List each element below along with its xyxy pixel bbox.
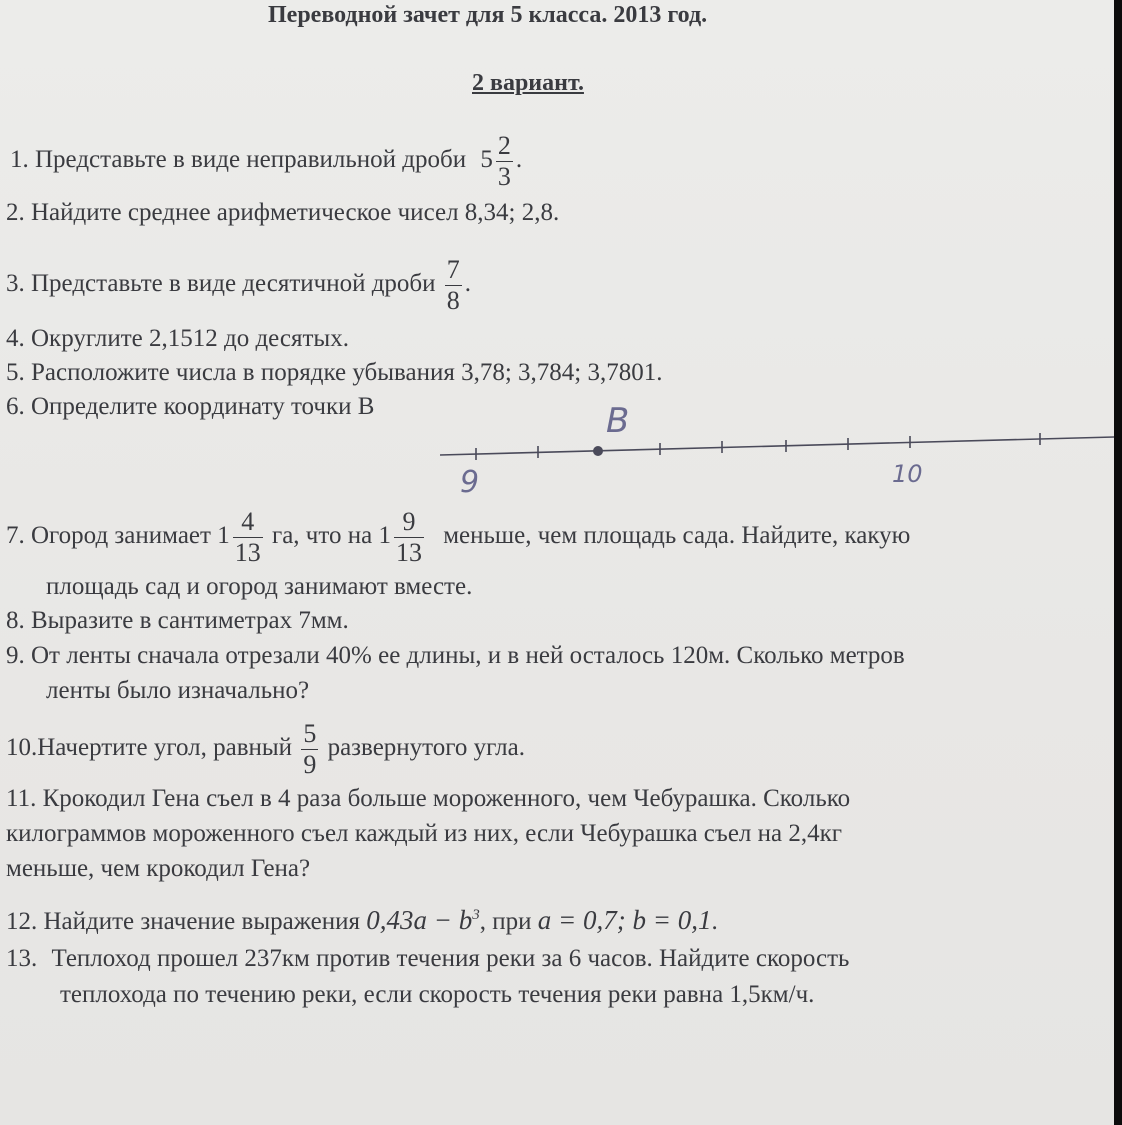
task-text: Начертите угол, равный: [37, 734, 293, 761]
task-end: .: [515, 146, 523, 173]
fraction-numerator: 2: [497, 130, 511, 160]
task-9-continued: ленты было изначально?: [46, 677, 310, 704]
task-end: .: [711, 908, 718, 935]
fraction-numerator: 7: [446, 254, 460, 284]
expression-exponent: 3: [472, 907, 480, 923]
task-11-line-1: 11. Крокодил Гена съел в 4 раза больше мороженного, чем Чебурашка. Сколько: [6, 785, 851, 812]
fraction: [233, 506, 263, 567]
task-text: Округлите 2,1512 до десятых.: [31, 325, 349, 352]
point-b-label: B: [606, 401, 630, 441]
fraction-numerator: 9: [394, 509, 424, 538]
expression-base: 0,43a − b: [366, 905, 473, 935]
task-text: Найдите среднее арифметическое чисел 8,34; 2,8.: [31, 199, 560, 226]
task-end: .: [464, 270, 472, 297]
task-number: 10.: [6, 734, 38, 761]
task-11-line-2: килограммов мороженного съел каждый из них, если Чебурашка съел на 2,4кг: [6, 820, 843, 847]
photo-dark-edge: [1114, 0, 1122, 1125]
task-number: 13.: [6, 945, 38, 972]
task-10: [6, 718, 525, 778]
task-text: , при: [479, 908, 532, 935]
task-number: 3.: [6, 270, 25, 297]
mixed-number-whole: 5: [480, 146, 493, 173]
fraction-denominator: 8: [446, 285, 460, 315]
task-number: 9.: [6, 642, 25, 669]
task-13-continued: теплохода по течению реки, если скорость течения реки равна 1,5км/ч.: [60, 981, 815, 1008]
task-text: Представьте в виде неправильной дроби: [35, 146, 467, 173]
task-8: [6, 606, 349, 636]
fraction-denominator: 3: [497, 161, 511, 191]
math-expression: [366, 905, 479, 935]
number-line-label-left: 9: [460, 465, 480, 500]
task-text: Представьте в виде десятичной дроби: [31, 270, 436, 297]
task-number: 4.: [6, 325, 25, 352]
fraction-denominator: 13: [395, 537, 422, 567]
task-text: Теплоход прошел 237км против течения реки за 6 часов. Найдите скорость: [51, 945, 850, 972]
task-text: Огород занимает: [31, 522, 211, 549]
task-7: [6, 506, 910, 566]
task-13: [6, 944, 849, 974]
task-text: От ленты сначала отрезали 40% ее длины, и в ней осталось 120м. Сколько метров: [31, 642, 905, 669]
task-text: развернутого угла.: [327, 734, 525, 761]
task-number: 5.: [6, 359, 25, 386]
fraction: [394, 506, 424, 567]
task-number: 2.: [6, 199, 25, 226]
number-line-label-right: 10: [892, 460, 923, 488]
fraction-numerator: 5: [303, 718, 317, 748]
task-text: га, что на: [271, 522, 373, 549]
fraction: [301, 718, 318, 779]
task-12: [6, 900, 718, 937]
task-text: Найдите значение выражения: [43, 908, 361, 935]
task-7-continued: площадь сад и огород занимают вместе.: [46, 573, 473, 600]
task-number: 6.: [6, 393, 25, 420]
variant-heading: 2 вариант.: [472, 70, 584, 96]
point-b-dot: [593, 446, 603, 456]
mixed-number-whole: 1: [378, 522, 391, 549]
task-number: 7.: [6, 522, 25, 549]
task-11-line-3: меньше, чем крокодил Гена?: [6, 855, 311, 882]
fraction-denominator: 13: [234, 537, 261, 567]
task-text: Определите координату точки В: [31, 393, 375, 420]
page-title: Переводной зачет для 5 класса. 2013 год.: [268, 2, 708, 28]
mixed-number-whole: 1: [217, 522, 230, 549]
fraction-denominator: 9: [303, 749, 317, 779]
task-text: меньше, чем площадь сада. Найдите, какую: [443, 522, 911, 549]
number-line-axis: [440, 437, 1114, 455]
math-condition: a = 0,7; b = 0,1: [537, 905, 712, 935]
task-number: 12.: [6, 908, 38, 935]
fraction-numerator: 4: [233, 509, 263, 538]
task-number: 8.: [6, 607, 25, 634]
number-line: [440, 401, 1114, 500]
task-9: [6, 641, 905, 671]
task-number: 1.: [10, 146, 29, 173]
task-text: Расположите числа в порядке убывания 3,78; 3,784; 3,7801.: [31, 359, 663, 386]
task-text: Выразите в сантиметрах 7мм.: [31, 607, 349, 634]
